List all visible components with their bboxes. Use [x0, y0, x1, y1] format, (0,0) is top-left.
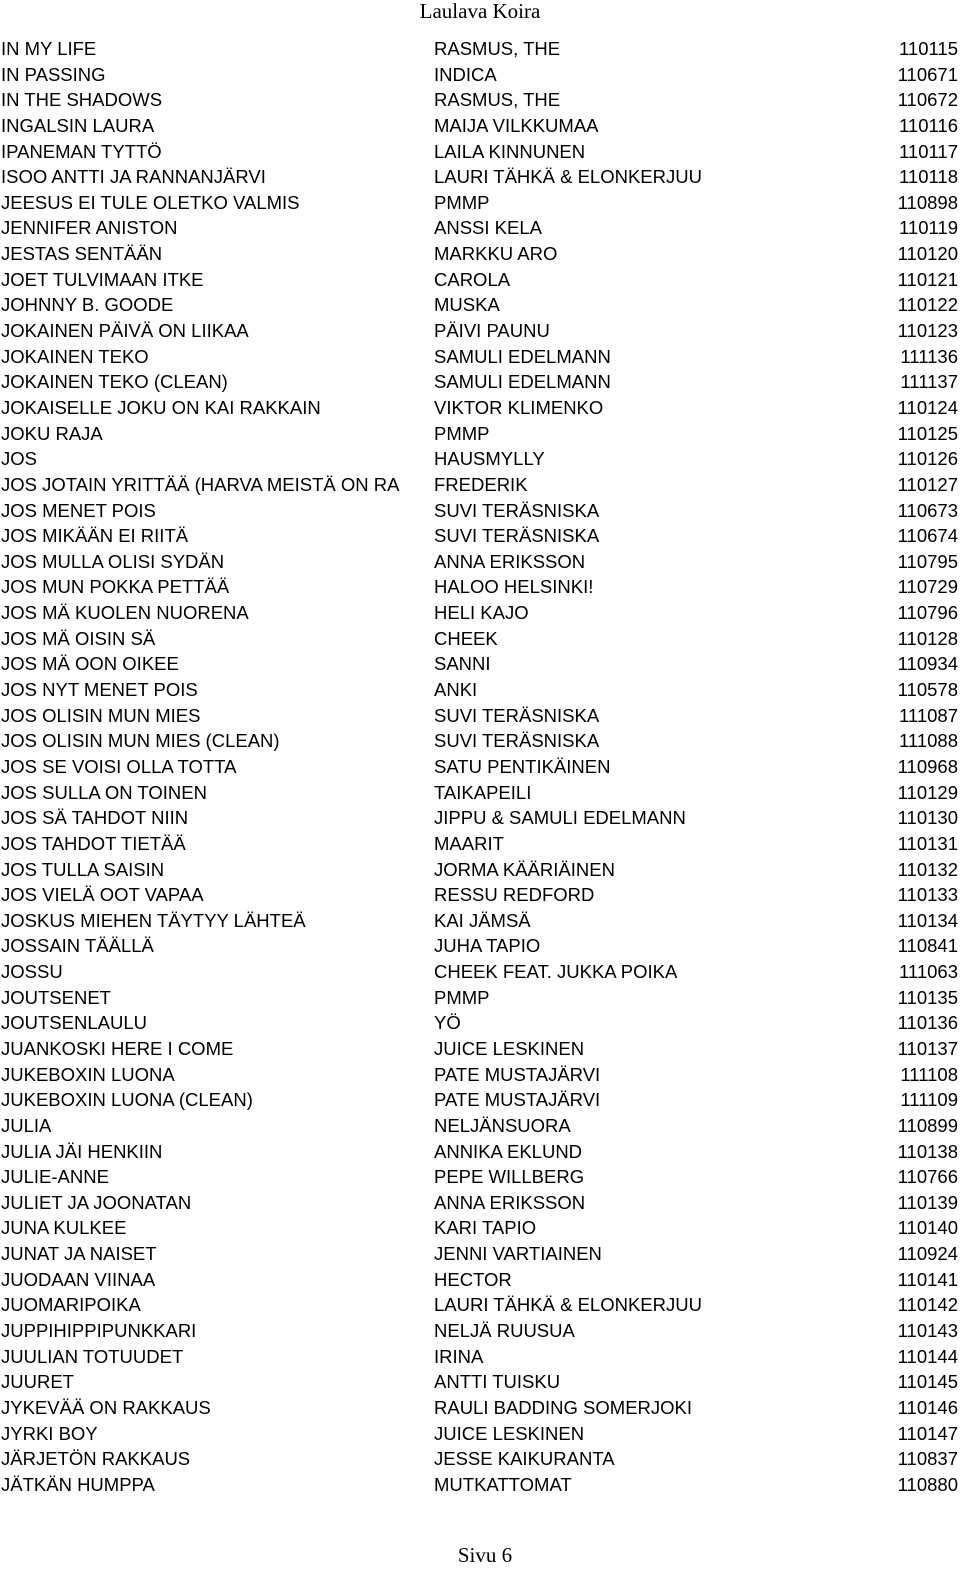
song-row — [0, 805, 960, 831]
song-row — [0, 933, 960, 959]
song-title: JYKEVÄÄ ON RAKKAUS — [1, 1396, 211, 1418]
song-row — [0, 1190, 960, 1216]
song-code: 110673 — [897, 499, 958, 521]
song-row — [0, 651, 960, 677]
song-row — [0, 985, 960, 1011]
song-artist: NELJÄNSUORA — [434, 1113, 571, 1139]
song-row — [0, 703, 960, 729]
song-code: 110131 — [897, 832, 958, 854]
song-row — [0, 1472, 960, 1498]
song-code: 111063 — [899, 961, 958, 983]
song-title: IN THE SHADOWS — [1, 89, 163, 111]
song-artist: SUVI TERÄSNISKA — [434, 703, 599, 729]
song-artist: MAARIT — [434, 831, 504, 857]
song-title: JOS OLISIN MUN MIES (CLEAN) — [1, 730, 280, 752]
song-code: 110672 — [897, 89, 958, 111]
song-code: 111088 — [899, 730, 958, 752]
song-title: JYRKI BOY — [1, 1422, 98, 1444]
song-row — [0, 1215, 960, 1241]
song-code: 110142 — [897, 1294, 958, 1316]
song-title: JOS VIELÄ OOT VAPAA — [1, 884, 204, 906]
song-row — [0, 882, 960, 908]
song-row — [0, 369, 960, 395]
song-title: INGALSIN LAURA — [1, 114, 155, 136]
song-code: 110124 — [897, 396, 958, 418]
song-title: JOS SE VOISI OLLA TOTTA — [1, 755, 237, 777]
song-row — [0, 1241, 960, 1267]
song-artist: CHEEK FEAT. JUKKA POIKA — [434, 959, 677, 985]
song-artist: PMMP — [434, 421, 490, 447]
song-artist: ANNA ERIKSSON — [434, 549, 585, 575]
song-row — [0, 1164, 960, 1190]
song-artist: JUICE LESKINEN — [434, 1036, 584, 1062]
song-row — [0, 1062, 960, 1088]
song-title: JOS TULLA SAISIN — [1, 858, 165, 880]
song-title: JÄRJETÖN RAKKAUS — [1, 1448, 191, 1470]
song-artist: SANNI — [434, 651, 491, 677]
song-artist: PATE MUSTAJÄRVI — [434, 1087, 600, 1113]
song-title: JOS MÄ OISIN SÄ — [1, 627, 156, 649]
song-title: JOET TULVIMAAN ITKE — [1, 268, 204, 290]
song-row — [0, 754, 960, 780]
song-code: 111137 — [900, 371, 958, 393]
song-row — [0, 1344, 960, 1370]
song-title: JOS — [1, 448, 37, 470]
song-artist: SUVI TERÄSNISKA — [434, 523, 599, 549]
song-artist: RASMUS, THE — [434, 87, 560, 113]
song-title: JOKAINEN TEKO (CLEAN) — [1, 371, 228, 393]
song-title: JUODAAN VIINAA — [1, 1268, 156, 1290]
song-title: JOHNNY B. GOODE — [1, 294, 174, 316]
song-title: JOUTSENLAULU — [1, 1012, 147, 1034]
song-artist: INDICA — [434, 62, 497, 88]
song-artist: MUTKATTOMAT — [434, 1472, 572, 1498]
song-row — [0, 523, 960, 549]
song-row — [0, 1036, 960, 1062]
song-artist: SUVI TERÄSNISKA — [434, 728, 599, 754]
song-artist: FREDERIK — [434, 472, 528, 498]
song-code: 110135 — [897, 986, 958, 1008]
song-row — [0, 446, 960, 472]
song-row — [0, 728, 960, 754]
song-title: JOS SULLA ON TOINEN — [1, 781, 207, 803]
song-code: 110924 — [897, 1243, 958, 1265]
song-title: JUURET — [1, 1371, 74, 1393]
song-title: JOS MÄ OON OIKEE — [1, 653, 179, 675]
song-row — [0, 215, 960, 241]
song-title: ISOO ANTTI JA RANNANJÄRVI — [1, 166, 266, 188]
song-row — [0, 498, 960, 524]
song-row — [0, 1267, 960, 1293]
song-artist: SAMULI EDELMANN — [434, 369, 611, 395]
song-artist: RASMUS, THE — [434, 36, 560, 62]
song-artist: PEPE WILLBERG — [434, 1164, 584, 1190]
song-code: 110136 — [897, 1012, 958, 1034]
song-row — [0, 267, 960, 293]
song-artist: RAULI BADDING SOMERJOKI — [434, 1395, 692, 1421]
song-title: JOSKUS MIEHEN TÄYTYY LÄHTEÄ — [1, 909, 306, 931]
song-title: JOS SÄ TAHDOT NIIN — [1, 807, 189, 829]
song-title: JEESUS EI TULE OLETKO VALMIS — [1, 191, 300, 213]
song-title: JOS JOTAIN YRITTÄÄ (HARVA MEISTÄ ON RA — [1, 473, 400, 495]
song-code: 110133 — [897, 884, 958, 906]
song-title: JOS OLISIN MUN MIES — [1, 704, 201, 726]
song-artist: ANNIKA EKLUND — [434, 1139, 582, 1165]
song-code: 110134 — [897, 909, 958, 931]
song-code: 110795 — [897, 550, 958, 572]
song-code: 110123 — [897, 320, 958, 342]
song-artist: ANSSI KELA — [434, 215, 542, 241]
song-code: 110145 — [897, 1371, 958, 1393]
song-artist: PMMP — [434, 190, 490, 216]
song-artist: KAI JÄMSÄ — [434, 908, 531, 934]
song-code: 110126 — [897, 448, 958, 470]
song-row — [0, 1369, 960, 1395]
song-code: 111087 — [899, 704, 958, 726]
song-row — [0, 600, 960, 626]
song-title: JULIA — [1, 1114, 52, 1136]
song-code: 110137 — [897, 1037, 958, 1059]
song-artist: VIKTOR KLIMENKO — [434, 395, 603, 421]
song-code: 110130 — [897, 807, 958, 829]
song-title: JOS MENET POIS — [1, 499, 156, 521]
song-code: 110119 — [899, 217, 958, 239]
song-title: JOUTSENET — [1, 986, 111, 1008]
song-artist: RESSU REDFORD — [434, 882, 594, 908]
song-artist: CAROLA — [434, 267, 510, 293]
song-row — [0, 1446, 960, 1472]
song-title: JOS MULLA OLISI SYDÄN — [1, 550, 225, 572]
song-title: JULIET JA JOONATAN — [1, 1191, 192, 1213]
page-footer — [0, 1543, 960, 1567]
song-code: 111109 — [900, 1089, 958, 1111]
song-title: JUKEBOXIN LUONA — [1, 1063, 175, 1085]
song-title: IN PASSING — [1, 63, 106, 85]
song-artist: HELI KAJO — [434, 600, 529, 626]
song-code: 110729 — [897, 576, 958, 598]
song-row — [0, 1318, 960, 1344]
page-number: Sivu 6 — [457, 1543, 513, 1567]
song-artist: LAURI TÄHKÄ & ELONKERJUU — [434, 164, 702, 190]
song-row — [0, 113, 960, 139]
song-row — [0, 241, 960, 267]
song-title: JOS MÄ KUOLEN NUORENA — [1, 602, 249, 624]
song-artist: JUICE LESKINEN — [434, 1421, 584, 1447]
song-artist: HALOO HELSINKI! — [434, 574, 593, 600]
song-code: 110674 — [897, 525, 958, 547]
song-artist: PATE MUSTAJÄRVI — [434, 1062, 600, 1088]
song-code: 110121 — [897, 268, 958, 290]
song-code: 110146 — [897, 1396, 958, 1418]
song-artist: MUSKA — [434, 292, 500, 318]
song-code: 110671 — [897, 63, 958, 85]
song-title: JENNIFER ANISTON — [1, 217, 178, 239]
song-artist: HAUSMYLLY — [434, 446, 545, 472]
song-code: 110122 — [897, 294, 958, 316]
song-artist: TAIKAPEILI — [434, 780, 531, 806]
song-title: JESTAS SENTÄÄN — [1, 243, 163, 265]
song-code: 110117 — [899, 140, 958, 162]
song-row — [0, 1113, 960, 1139]
song-title: JOSSAIN TÄÄLLÄ — [1, 935, 154, 957]
song-code: 110147 — [897, 1422, 958, 1444]
song-title: JOKAINEN TEKO — [1, 345, 149, 367]
song-code: 110132 — [897, 858, 958, 880]
song-code: 110141 — [897, 1268, 958, 1290]
song-code: 111108 — [900, 1063, 958, 1085]
song-row — [0, 1292, 960, 1318]
song-row — [0, 190, 960, 216]
song-code: 110898 — [897, 191, 958, 213]
song-row — [0, 549, 960, 575]
song-code: 110578 — [897, 679, 958, 701]
song-code: 110139 — [897, 1191, 958, 1213]
song-row — [0, 139, 960, 165]
song-artist: ANTTI TUISKU — [434, 1369, 560, 1395]
song-title: JOKAINEN PÄIVÄ ON LIIKAA — [1, 320, 249, 342]
song-code: 111136 — [900, 345, 958, 367]
song-code: 110796 — [897, 602, 958, 624]
song-artist: JENNI VARTIAINEN — [434, 1241, 602, 1267]
song-artist: SAMULI EDELMANN — [434, 344, 611, 370]
song-artist: ANNA ERIKSSON — [434, 1190, 585, 1216]
song-title: JOSSU — [1, 961, 63, 983]
song-artist: SATU PENTIKÄINEN — [434, 754, 610, 780]
song-title: JUNA KULKEE — [1, 1217, 127, 1239]
song-row — [0, 677, 960, 703]
song-artist: PÄIVI PAUNU — [434, 318, 550, 344]
song-row — [0, 344, 960, 370]
song-title: JOKAISELLE JOKU ON KAI RAKKAIN — [1, 396, 321, 418]
song-artist: JIPPU & SAMULI EDELMANN — [434, 805, 686, 831]
song-row — [0, 857, 960, 883]
song-artist: ANKI — [434, 677, 477, 703]
song-title: JUOMARIPOIKA — [1, 1294, 141, 1316]
song-title: JUKEBOXIN LUONA (CLEAN) — [1, 1089, 253, 1111]
song-code: 110120 — [897, 243, 958, 265]
song-artist: SUVI TERÄSNISKA — [434, 498, 599, 524]
song-artist: NELJÄ RUUSUA — [434, 1318, 575, 1344]
song-row — [0, 318, 960, 344]
song-code: 110899 — [897, 1114, 958, 1136]
song-title: JOS MIKÄÄN EI RIITÄ — [1, 525, 189, 547]
song-title: JOS NYT MENET POIS — [1, 679, 198, 701]
song-row — [0, 959, 960, 985]
song-row — [0, 780, 960, 806]
song-row — [0, 626, 960, 652]
song-artist: JORMA KÄÄRIÄINEN — [434, 857, 615, 883]
document-title: Laulava Koira — [419, 0, 541, 23]
song-code: 110118 — [899, 166, 958, 188]
song-code: 110837 — [897, 1448, 958, 1470]
song-code: 110880 — [897, 1473, 958, 1495]
song-row — [0, 62, 960, 88]
song-row — [0, 472, 960, 498]
song-code: 110841 — [897, 935, 958, 957]
song-code: 110127 — [897, 473, 958, 495]
song-title: IN MY LIFE — [1, 38, 97, 59]
page-header — [0, 0, 960, 22]
song-code: 110125 — [897, 422, 958, 444]
song-row — [0, 1139, 960, 1165]
song-code: 110934 — [897, 653, 958, 675]
song-code: 110138 — [897, 1140, 958, 1162]
song-row — [0, 1395, 960, 1421]
song-row — [0, 1087, 960, 1113]
song-row — [0, 1010, 960, 1036]
song-row — [0, 421, 960, 447]
song-title: JULIE-ANNE — [1, 1166, 109, 1188]
song-artist: PMMP — [434, 985, 490, 1011]
song-code: 110116 — [899, 114, 958, 136]
song-title: JULIA JÄI HENKIIN — [1, 1140, 163, 1162]
song-artist: LAURI TÄHKÄ & ELONKERJUU — [434, 1292, 702, 1318]
song-row — [0, 831, 960, 857]
song-code: 110115 — [899, 38, 958, 59]
song-code: 110143 — [897, 1320, 958, 1342]
song-row — [0, 574, 960, 600]
song-artist: HECTOR — [434, 1267, 512, 1293]
song-title: JUANKOSKI HERE I COME — [1, 1037, 234, 1059]
song-title: JOS MUN POKKA PETTÄÄ — [1, 576, 230, 598]
song-code: 110140 — [897, 1217, 958, 1239]
song-title: JOS TAHDOT TIETÄÄ — [1, 832, 186, 854]
song-artist: CHEEK — [434, 626, 498, 652]
song-artist: MAIJA VILKKUMAA — [434, 113, 599, 139]
song-title: JUNAT JA NAISET — [1, 1243, 157, 1265]
song-artist: IRINA — [434, 1344, 483, 1370]
song-row — [0, 164, 960, 190]
song-row — [0, 292, 960, 318]
song-artist: KARI TAPIO — [434, 1215, 536, 1241]
song-row — [0, 908, 960, 934]
song-code: 110766 — [897, 1166, 958, 1188]
song-code: 110129 — [897, 781, 958, 803]
song-title: JOKU RAJA — [1, 422, 103, 444]
song-artist: LAILA KINNUNEN — [434, 139, 585, 165]
song-title: JUPPIHIPPIPUNKKARI — [1, 1320, 197, 1342]
song-row — [0, 1421, 960, 1447]
song-row — [0, 87, 960, 113]
song-artist: JUHA TAPIO — [434, 933, 540, 959]
song-code: 110968 — [897, 755, 958, 777]
song-title: IPANEMAN TYTTÖ — [1, 140, 162, 162]
song-artist: YÖ — [434, 1010, 461, 1036]
song-code: 110144 — [897, 1345, 958, 1367]
song-row — [0, 36, 960, 62]
song-title: JÄTKÄN HUMPPA — [1, 1473, 155, 1495]
song-artist: MARKKU ARO — [434, 241, 557, 267]
song-list — [0, 36, 960, 1498]
song-artist: JESSE KAIKURANTA — [434, 1446, 615, 1472]
song-row — [0, 395, 960, 421]
song-code: 110128 — [897, 627, 958, 649]
song-title: JUULIAN TOTUUDET — [1, 1345, 184, 1367]
